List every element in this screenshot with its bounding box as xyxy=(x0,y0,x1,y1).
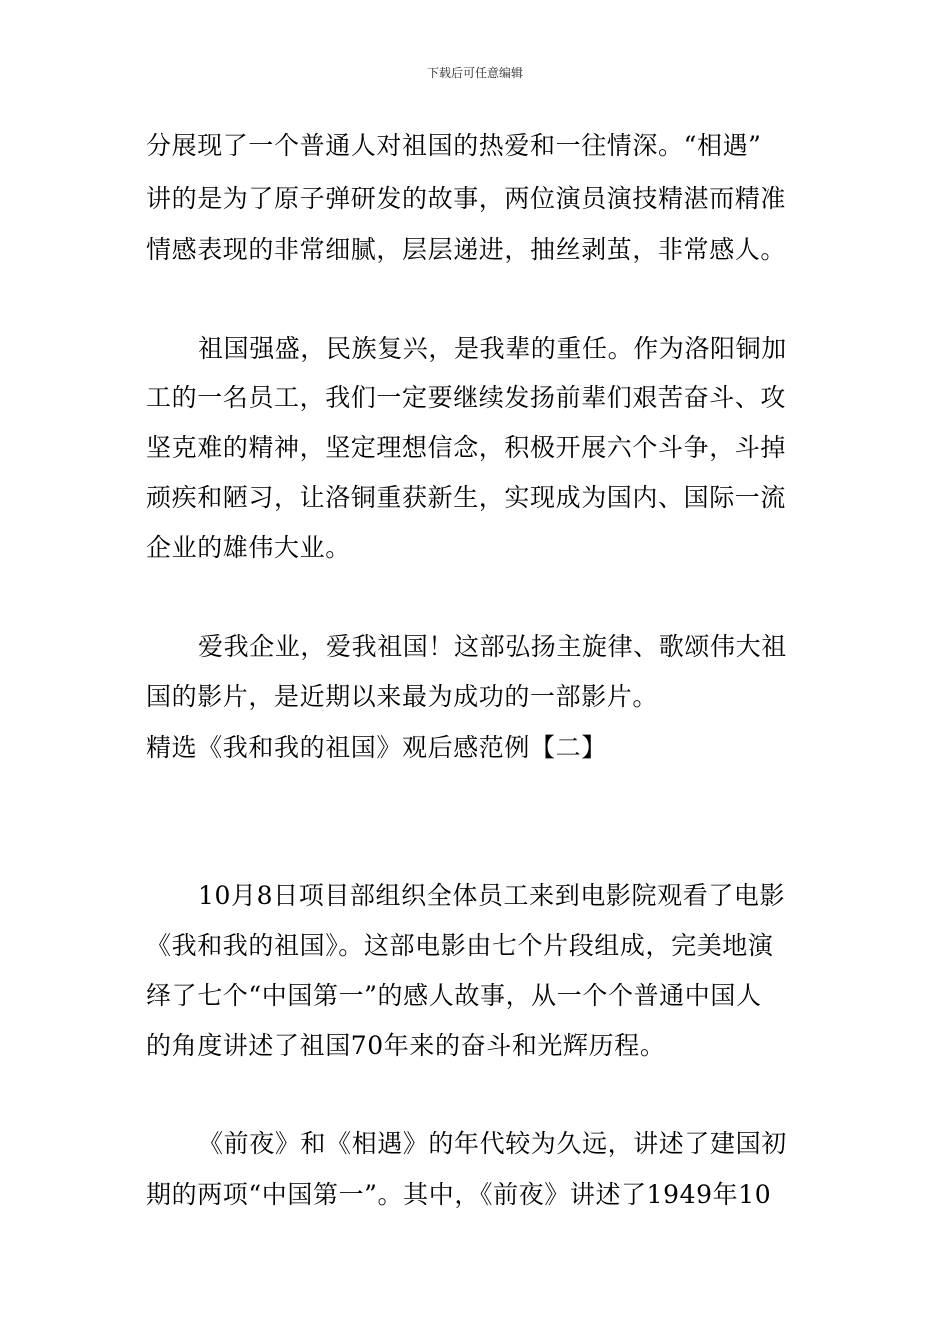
paragraph-first-line: 爱我企业，爱我祖国！这部弘扬主旋律、歌颂伟大祖 xyxy=(198,632,787,661)
text-line: 《我和我的祖国》。这部电影由七个片段组成，完美地演 xyxy=(146,931,774,960)
text-line: 国的影片，是近期以来最为成功的一部影片。 xyxy=(146,682,659,711)
page-header: 下载后可任意编辑 xyxy=(426,66,523,80)
text-line: 情感表现的非常细腻，层层递进，抽丝剥茧，非常感人。 xyxy=(146,235,787,264)
paragraph-first-line: 祖国强盛，民族复兴，是我辈的重任。作为洛阳铜加 xyxy=(198,334,787,363)
text-line: 分展现了一个普通人对祖国的热爱和一往情深。“相遇” xyxy=(146,131,762,160)
text-line: 企业的雄伟大业。 xyxy=(146,533,351,562)
section-heading: 精选《我和我的祖国》观后感范例【二】 xyxy=(146,733,607,762)
text-line: 坚克难的精神，坚定理想信念，积极开展六个斗争，斗掉 xyxy=(146,433,787,462)
text-line: 的角度讲述了祖国70年来的奋斗和光辉历程。 xyxy=(146,1031,666,1060)
paragraph-first-line: 《前夜》和《相遇》的年代较为久远，讲述了建国初 xyxy=(198,1129,787,1158)
paragraph-first-line: 10月8日项目部组织全体员工来到电影院观看了电影 xyxy=(198,881,786,910)
text-line: 顽疾和陋习，让洛铜重获新生，实现成为国内、国际一流 xyxy=(146,483,787,512)
text-line: 工的一名员工，我们一定要继续发扬前辈们艰苦奋斗、攻 xyxy=(146,383,787,412)
text-line: 期的两项“中国第一”。其中，《前夜》讲述了1949年10 xyxy=(146,1180,772,1209)
text-line: 绎了七个“中国第一”的感人故事，从一个个普通中国人 xyxy=(146,981,762,1010)
text-line: 讲的是为了原子弹研发的故事，两位演员演技精湛而精准 xyxy=(146,184,787,213)
